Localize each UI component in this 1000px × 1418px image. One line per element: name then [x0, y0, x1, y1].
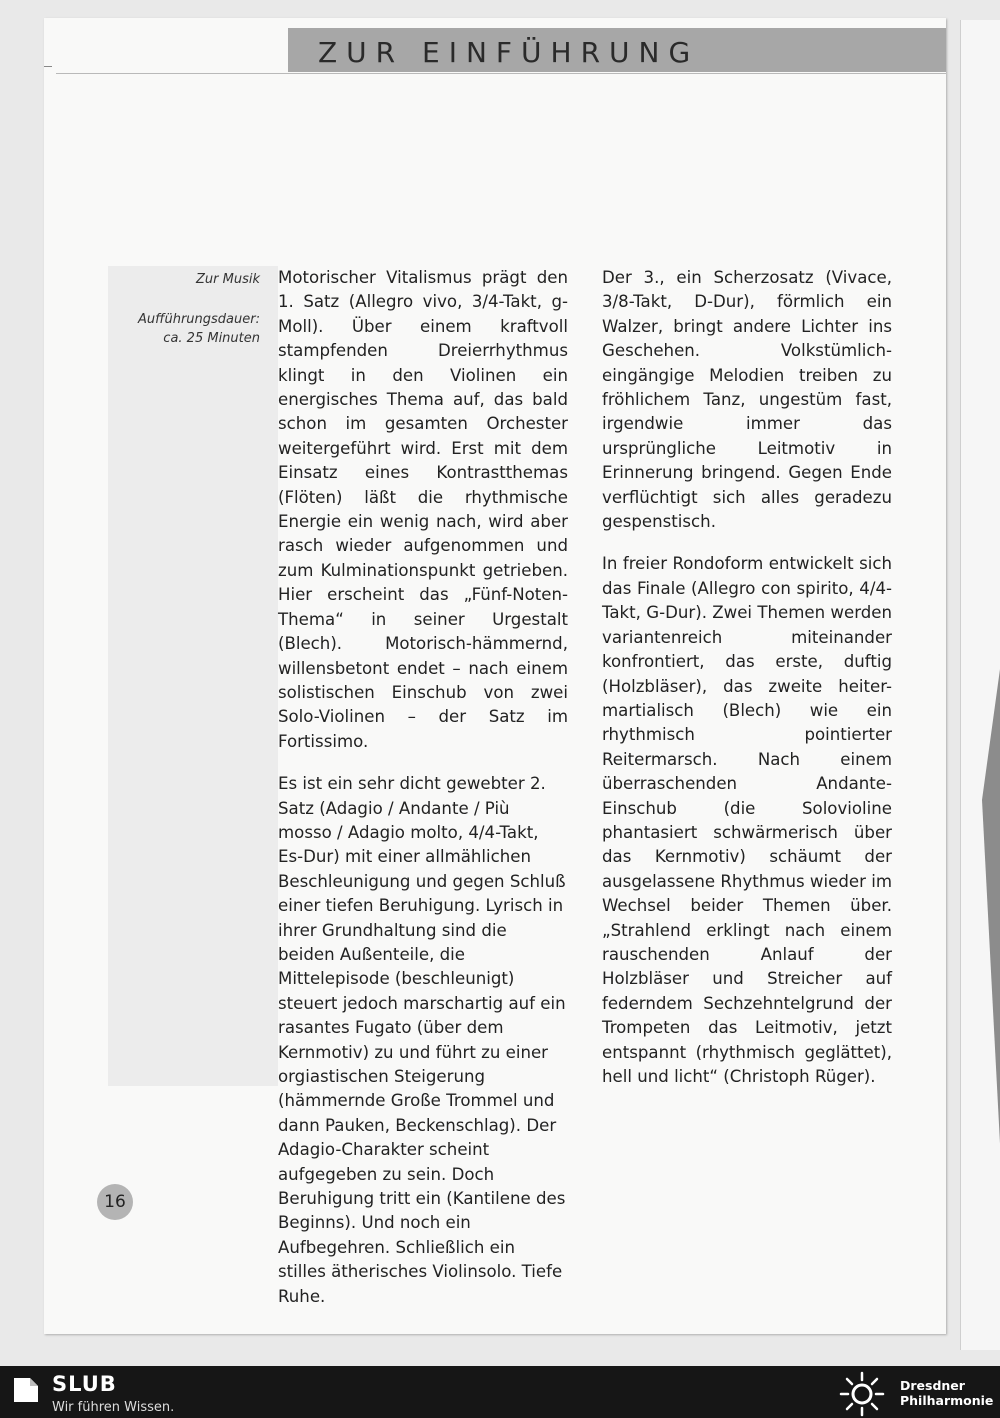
paragraph-first-movement: Motorischer Vitalismus prägt den 1. Satz (Allegro vivo, 3/4-Takt, g-Moll). Über einem kraftvoll stampfenden Dreierrhythmus klingt in den Violinen ein energisches Thema auf, das bald schon im gesamten Orchester weitergeführt wird. Erst mit dem Einsatz eines Kontrastthemas (Flöten) läßt die rhythmische Energie ein wenig nach, wird aber rasch wieder aufgenommen und zum Kulminationspunkt getrieben. Hier erscheint das „Fünf-Noten-Thema“ in seiner Urgestalt (Blech). Motorisch-hämmernd, willensbetont endet – nach einem solistischen Einschub von zwei Solo-Violinen – der Satz im Fortissimo. [278, 268, 568, 751]
paragraph-finale: In freier Rondoform entwickelt sich das Finale (Allegro con spirito, 4/4-Takt, G-Dur). Zwei Themen werden variantenreich miteinander konfrontiert, das erste, duftig (Holzbläser), das zweite heiter-martialisch (Blech) wie ein rhythmisch pointierter Reitermarsch. Nach einem überraschenden Andante-Einschub (die Solovioline phantasiert schwärmerisch über das Kernmotiv) schäumt der ausgelassene Rhythmus wieder im Wechsel beider Themen über. „Strahlend erklingt nach einem rauschenden Anlauf der Holzbläser und Streicher auf federndem Sechzehntelgrund der Trompeten das Leitmotiv, jetzt entspannt (rhythmisch geglättet), hell und licht“ (Christoph Rüger). [602, 554, 892, 1086]
crop-mark [44, 66, 52, 67]
page-number: 16 [97, 1184, 133, 1220]
section-title: ZUR EINFÜHRUNG [318, 36, 700, 69]
paragraph-second-movement: Es ist ein sehr dicht gewebter 2. Satz (Adagio / Andante / Più mosso / Adagio molto, 4/4-Takt, Es-Dur) mit einer allmählichen Beschleunigung und gegen Schluß einer tiefen Beruhigung. Lyrisch in ihrer Grundhaltung sind die beiden Außenteile, die Mittelepisode (beschleunigt) steuert jedoch marschartig auf ein rasantes Fugato (über dem Kernmotiv) zu und führt zu einer orgiastischen Steigerung (hämmernde Große Trommel und dann Pauken, Beckenschlag). Der Adagio-Charakter scheint aufgegeben zu sein. Doch Beruhigung tritt ein (Kantilene des Beginns). Und noch ein Aufbegehren. Schließlich ein stilles ätherisches Violinsolo. Tiefe Ruhe. [278, 774, 566, 1306]
slub-logo-icon [10, 1374, 42, 1406]
paragraph-third-movement: Der 3., ein Scherzosatz (Vivace, 3/8-Takt, D-Dur), förmlich ein Walzer, bringt andere Lichter ins Geschehen. Volkstümlich-eingängige Melodien treiben zu fröhlichem Tanz, ungestüm fast, irgendwie immer das ursprüngliche Leitmotiv in Erinnerung bringend. Gegen Ende verflüchtigt sich alles geradezu gespenstisch. [602, 268, 892, 532]
slub-tagline: Wir führen Wissen. [52, 1400, 175, 1415]
header-rule [56, 73, 946, 74]
philharmonie-line-1: Dresdner [900, 1378, 965, 1393]
philharmonie-logo-icon [838, 1370, 886, 1418]
philharmonie-line-2: Philharmonie [900, 1393, 994, 1408]
facing-page-graphic [982, 640, 1000, 1220]
text-column-right [602, 266, 892, 1107]
philharmonie-logo-text [900, 1378, 993, 1408]
margin-duration-value: ca. 25 Minuten [163, 331, 260, 346]
margin-label-duration: Aufführungsdauer: [137, 312, 260, 327]
slub-logo-text: SLUB [52, 1372, 117, 1396]
show-through-area [108, 266, 278, 1086]
margin-label-music: Zur Musik [196, 272, 260, 287]
text-column-left [278, 266, 568, 1327]
